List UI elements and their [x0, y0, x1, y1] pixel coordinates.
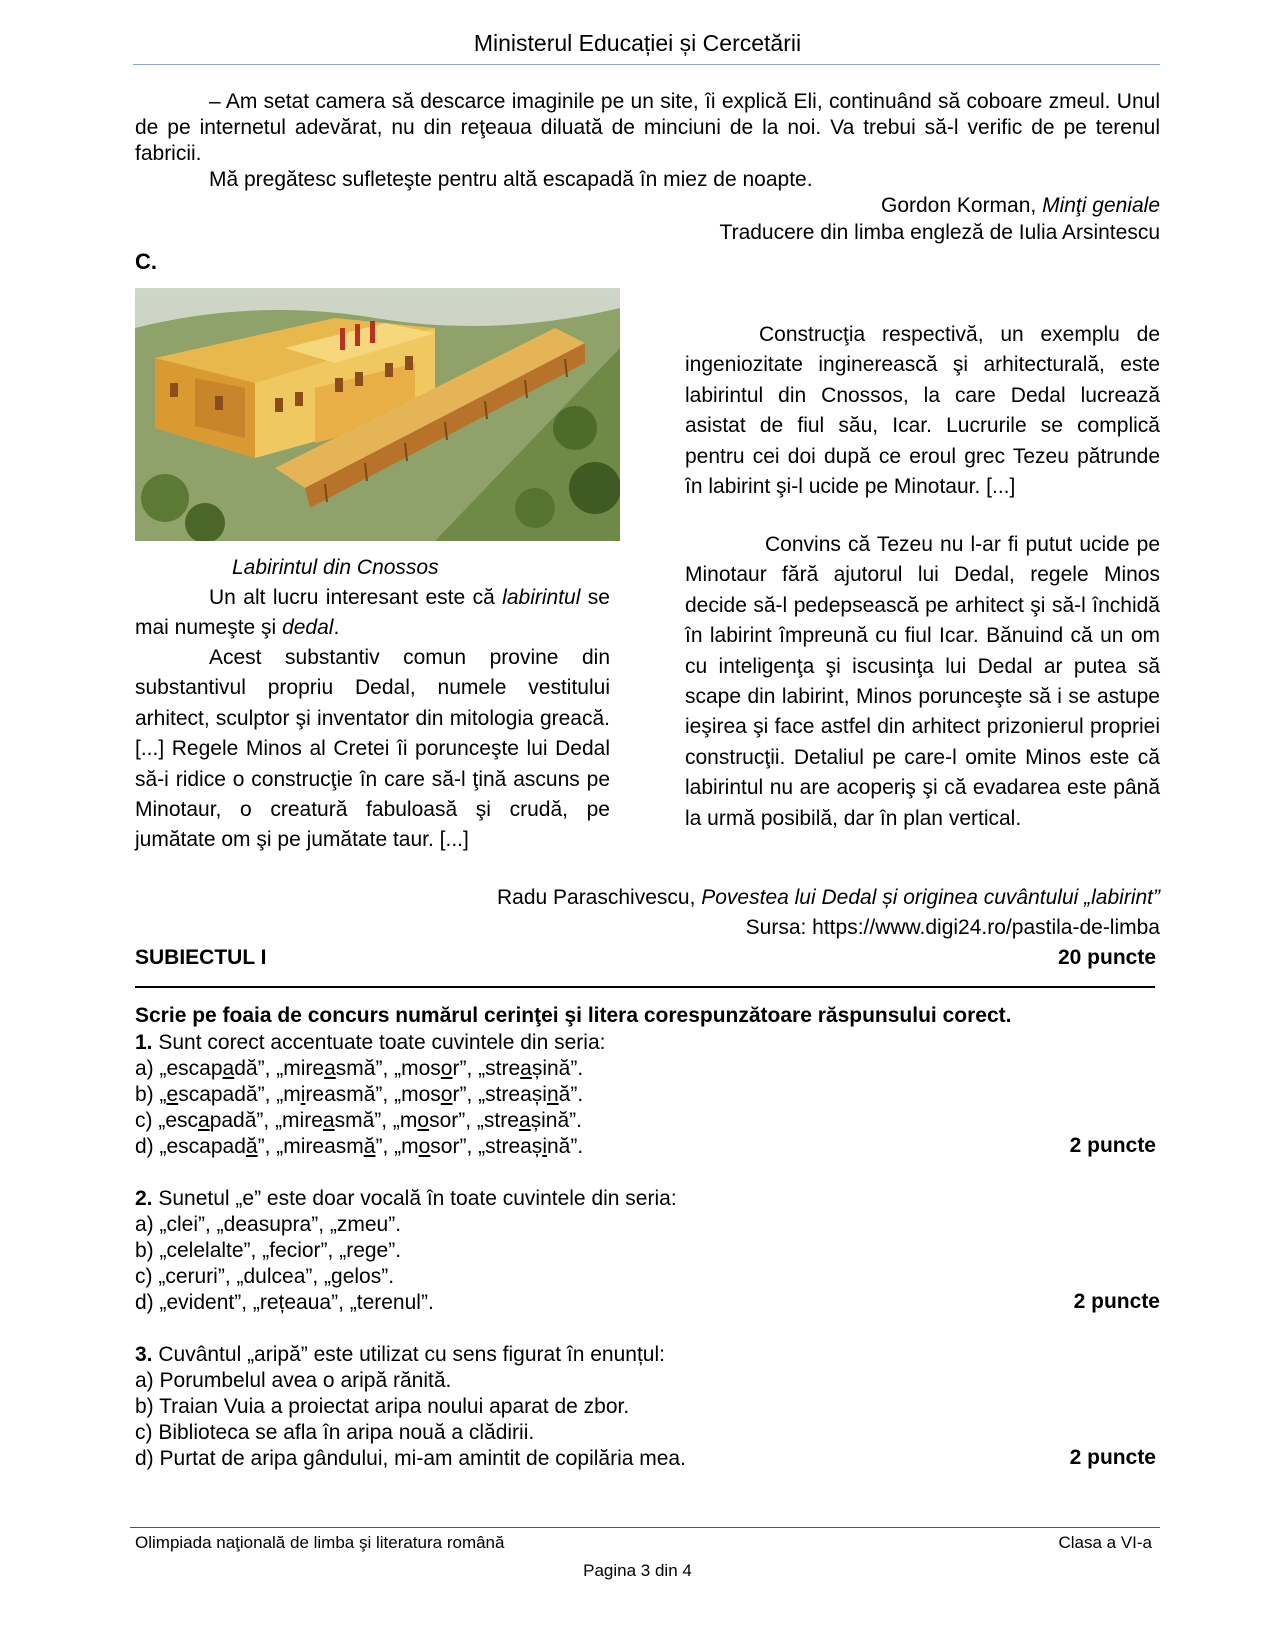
- text-c-left-p1-part: .: [333, 616, 340, 640]
- subject-divider: [135, 986, 1155, 988]
- question-3-points: 2 puncte: [1069, 1446, 1156, 1469]
- option-text: dă”, „mire: [234, 1057, 325, 1080]
- text-b-work: Minţi geniale: [1042, 194, 1160, 217]
- question-1-stem: [135, 1030, 605, 1056]
- option-text: sor”, „stre: [429, 1109, 519, 1132]
- text-c-left-p1-part: se mai numeşte şi: [135, 586, 610, 640]
- option-text: r”, „stre: [452, 1057, 521, 1080]
- text-c-right-paragraph-1: Construcţia respectivă, un exemplu de ingeniozitate inginerească şi arhitecturală, este labirintul din Cnossos, la care Dedal lucrează asistat de fiul său, Icar. Lucrurile se complică pentru cei doi după ce eroul grec Tezeu pătrunde în labirint şi-l ucide pe Minotaur. [...]: [685, 323, 1160, 499]
- option-text: sor”, „streaș: [430, 1135, 543, 1158]
- footer-divider: [130, 1527, 1160, 1528]
- text-c-left-p1-term: labirintul: [502, 586, 581, 609]
- text-c-attribution: [135, 886, 1160, 910]
- knossos-image: [135, 288, 620, 541]
- question-text: Cuvântul „aripă” este utilizat cu sens figurat în enunțul:: [152, 1343, 665, 1366]
- text-c-left-p1-part: Un alt lucru interesant este că: [209, 586, 503, 609]
- stressed-letter: a: [322, 1109, 335, 1132]
- option-text: smă”, „m: [334, 1109, 418, 1132]
- option-text: c) „esc: [135, 1109, 198, 1132]
- text-b-author: Gordon Korman,: [881, 194, 1043, 217]
- question-1-option-a: [135, 1056, 583, 1082]
- text-b-paragraph-1: – Am setat camera să descarce imaginile pe un site, îi explică Eli, continuând să coboare zmeul. Unul de pe internetul adevărat, nu din reţeaua diluată de minciuni de la noi. Va trebui să-l verific de pe terenul fabricii.: [135, 90, 1160, 165]
- text-c-author: Radu Paraschivescu,: [496, 886, 702, 909]
- page-header-title: Ministerul Educației și Cercetării: [473, 30, 802, 56]
- subject-points: 20 puncte: [1057, 946, 1156, 969]
- stressed-letter: o: [418, 1135, 431, 1158]
- question-2-stem: [135, 1186, 677, 1212]
- subject-title: SUBIECTUL I: [135, 946, 267, 969]
- question-3-stem: [135, 1342, 665, 1368]
- knossos-illustration: [135, 288, 620, 541]
- question-number: 1.: [135, 1031, 153, 1054]
- question-3-option-b: b) Traian Vuia a proiectat aripa noului aparat de zbor.: [135, 1395, 630, 1418]
- question-3-option-d: d) Purtat de aripa gândului, mi-am amintit de copilăria mea.: [135, 1447, 686, 1470]
- question-text: Sunetul „e” este doar vocală în toate cuvintele din seria:: [152, 1187, 677, 1210]
- option-text: ”, „m: [375, 1135, 419, 1158]
- text-b-translation: Traducere din limba engleză de Iulia Arsintescu: [719, 221, 1160, 244]
- question-number: 2.: [135, 1187, 153, 1210]
- text-c-right-paragraph-2: Convins că Tezeu nu l-ar fi putut ucide pe Minotaur fără ajutorul lui Dedal, regele Minos decide să-l pedepsească pe arhitect şi să-l închidă în labirint împreună cu fiul Icar. Bănuind că un om cu inteligenţa şi iscusinţa lui Dedal ar putea să scape din labirint, Minos porunceşte să i se astupe ieşirea şi face astfel din arhitect prizonierul propriei construcţii. Detaliul pe care-l omite Minos este că labirintul nu are acoperiş şi că evadarea este până la urmă posibilă, dar în plan vertical.: [685, 533, 1160, 830]
- stressed-letter: ă: [363, 1135, 376, 1158]
- option-text: b) „: [135, 1083, 167, 1106]
- option-text: scapadă”, „m: [178, 1083, 301, 1106]
- stressed-letter: a: [198, 1109, 210, 1132]
- header-divider: [133, 64, 1160, 65]
- stressed-letter: a: [520, 1057, 532, 1080]
- question-3-option-c: c) Biblioteca se afla în aripa nouă a clădirii.: [135, 1421, 535, 1444]
- page-number: Pagina 3 din 4: [583, 1561, 692, 1580]
- footer-right: Clasa a VI-a: [1058, 1533, 1152, 1552]
- text-c-left-p1-term: dedal: [282, 616, 334, 640]
- stressed-letter: i: [300, 1083, 306, 1106]
- stressed-letter: o: [440, 1083, 453, 1106]
- image-caption: Labirintul din Cnossos: [232, 556, 439, 579]
- question-1-option-c: [135, 1108, 582, 1134]
- option-text: șină”.: [530, 1109, 582, 1132]
- stressed-letter: a: [222, 1057, 235, 1080]
- question-2-option-c: c) „ceruri”, „dulcea”, „gelos”.: [135, 1265, 395, 1288]
- option-text: șină”.: [531, 1057, 584, 1080]
- stressed-letter: n: [546, 1083, 559, 1106]
- question-number: 3.: [135, 1343, 153, 1366]
- stressed-letter: a: [324, 1057, 336, 1080]
- question-2-option-b: b) „celelalte”, „fecior”, „rege”.: [135, 1239, 402, 1262]
- text-b-paragraph-2: Mă pregătesc sufleteşte pentru altă escapadă în miez de noapte.: [209, 168, 813, 191]
- stressed-letter: a: [518, 1109, 531, 1132]
- question-2-option-a: a) „clei”, „deasupra”, „zmeu”.: [135, 1213, 402, 1236]
- text-c-work: Povestea lui Dedal și originea cuvântului „labirint”: [701, 886, 1160, 909]
- option-text: ă”.: [558, 1083, 584, 1106]
- option-text: ”, „mireasm: [257, 1135, 364, 1158]
- option-text: d) „escapad: [135, 1135, 246, 1158]
- option-text: r”, „streași: [452, 1083, 547, 1106]
- question-2-option-d: d) „evident”, „rețeaua”, „terenul”.: [135, 1291, 434, 1314]
- stressed-letter: o: [440, 1057, 453, 1080]
- text-c-left-paragraph-1: [135, 583, 610, 644]
- text-c-source: Sursa: https://www.digi24.ro/pastila-de-limba: [745, 916, 1160, 939]
- question-1-points: 2 puncte: [1069, 1134, 1156, 1157]
- question-1-option-d: [135, 1134, 583, 1160]
- stressed-letter: i: [542, 1135, 547, 1158]
- option-text: smă”, „mos: [335, 1057, 441, 1080]
- section-c-label: C.: [135, 249, 157, 274]
- option-text: padă”, „mire: [209, 1109, 323, 1132]
- text-b-attribution: [135, 193, 1160, 219]
- question-2-points: 2 puncte: [1073, 1290, 1160, 1313]
- stressed-letter: ă: [245, 1135, 258, 1158]
- question-1-option-b: [135, 1082, 583, 1108]
- option-text: reasmă”, „mos: [305, 1083, 441, 1106]
- question-3-option-a: a) Porumbelul avea o aripă rănită.: [135, 1369, 452, 1392]
- subject-instruction: Scrie pe foaia de concurs numărul cerinţei şi litera corespunzătoare răspunsului corect.: [135, 1004, 1012, 1027]
- question-text: Sunt corect accentuate toate cuvintele din seria:: [152, 1031, 606, 1054]
- option-text: nă”.: [546, 1135, 584, 1158]
- footer-left: Olimpiada naţională de limba şi literatura română: [135, 1533, 505, 1552]
- text-c-left-paragraph-2: Acest substantiv comun provine din substantivul propriu Dedal, numele vestitului arhitect, sculptor şi inventator din mitologia greacă. [...] Regele Minos al Cretei îi porunceşte lui Dedal să-i ridice o construcţie în care să-l ţină ascuns pe Minotaur, o creatură fabuloasă şi crudă, pe jumătate om şi pe jumătate taur. [...]: [135, 646, 610, 852]
- option-text: a) „escap: [135, 1057, 223, 1080]
- stressed-letter: e: [166, 1083, 179, 1106]
- stressed-letter: o: [417, 1109, 430, 1132]
